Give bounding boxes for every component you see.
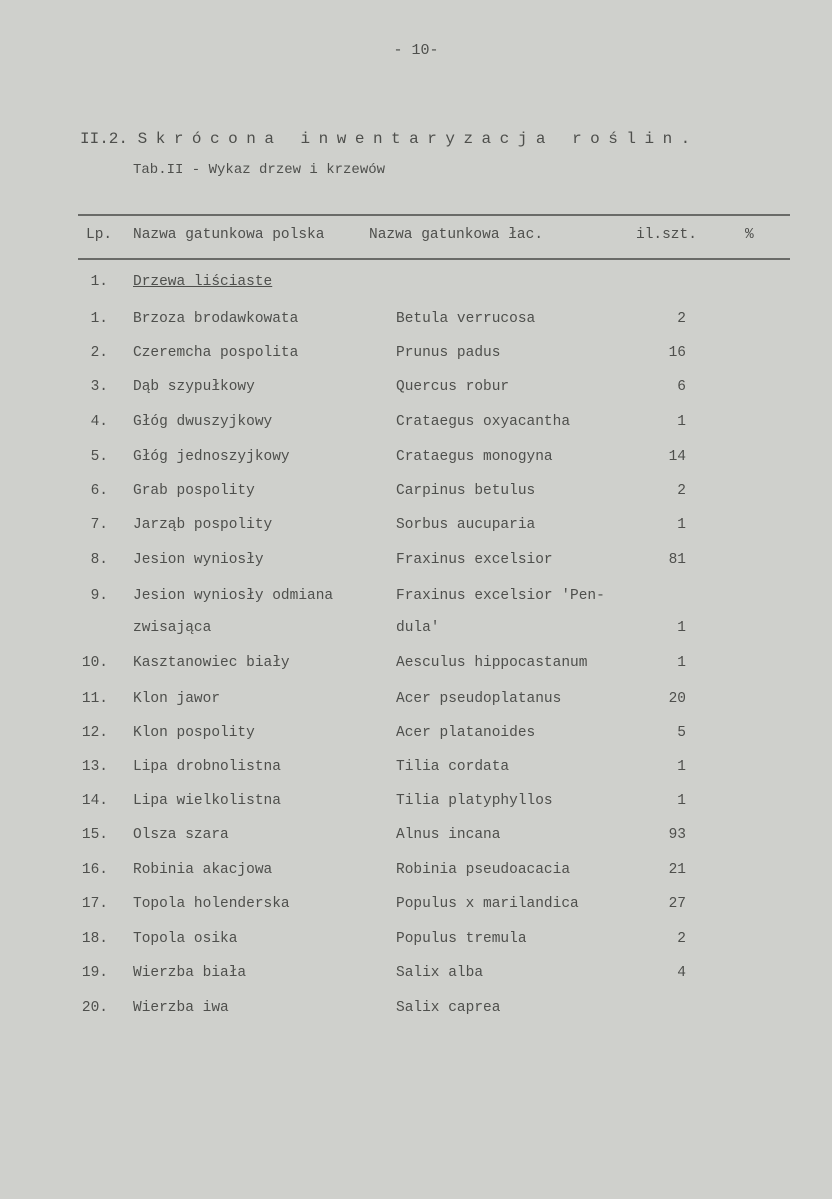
count: 21 (668, 862, 686, 878)
table-top-rule (78, 214, 790, 216)
row-lp: 16. (81, 862, 108, 878)
table-row (0, 896, 832, 916)
table-row (0, 862, 832, 882)
polish-name: Głóg jednoszyjkowy (133, 449, 290, 465)
latin-name: Sorbus aucuparia (396, 517, 536, 533)
latin-name: Aesculus hippocastanum (396, 655, 588, 671)
count: 93 (668, 827, 686, 843)
row-lp: 6. (90, 483, 108, 499)
polish-name: Wierzba biała (133, 965, 247, 981)
latin-name: Crataegus monogyna (396, 449, 553, 465)
row-lp: 3. (90, 379, 108, 395)
section-heading (80, 130, 699, 148)
page-number: - 10- (393, 42, 439, 59)
polish-name: Głóg dwuszyjkowy (133, 414, 273, 430)
row-lp: 1. (90, 311, 108, 327)
latin-name: Carpinus betulus (396, 483, 536, 499)
header-count: il.szt. (636, 227, 697, 243)
section-title: Skrócona inwentaryzacja roślin. (137, 130, 699, 148)
polish-name: Grab pospolity (133, 483, 255, 499)
polish-name-cont: zwisająca (133, 620, 212, 636)
count: 5 (677, 725, 686, 741)
row-lp: 12. (81, 725, 108, 741)
header-percent: % (745, 227, 754, 243)
header-polish-name: Nazwa gatunkowa polska (133, 227, 325, 243)
count: 2 (677, 483, 686, 499)
table-row (0, 588, 832, 636)
polish-name: Wierzba iwa (133, 1000, 229, 1016)
count: 1 (677, 620, 686, 636)
table-row (0, 655, 832, 675)
count: 81 (668, 552, 686, 568)
polish-name: Klon pospolity (133, 725, 255, 741)
count: 27 (668, 896, 686, 912)
row-lp: 2. (90, 345, 108, 361)
row-lp: 4. (90, 414, 108, 430)
polish-name: Robinia akacjowa (133, 862, 273, 878)
row-lp: 13. (81, 759, 108, 775)
polish-name: Brzoza brodawkowata (133, 311, 299, 327)
count: 1 (677, 517, 686, 533)
row-lp: 17. (81, 896, 108, 912)
polish-name: Jesion wyniosły (133, 552, 264, 568)
group-lp: 1. (90, 274, 108, 290)
latin-name: Quercus robur (396, 379, 510, 395)
latin-name: Acer pseudoplatanus (396, 691, 562, 707)
header-latin-name: Nazwa gatunkowa łac. (369, 227, 544, 243)
row-lp: 5. (90, 449, 108, 465)
polish-name: Kasztanowiec biały (133, 655, 290, 671)
count: 6 (677, 379, 686, 395)
latin-name: Betula verrucosa (396, 311, 536, 327)
row-lp: 9. (90, 588, 108, 604)
polish-name: Dąb szypułkowy (133, 379, 255, 395)
row-lp: 8. (90, 552, 108, 568)
latin-name-cont: dula' (396, 620, 440, 636)
polish-name: Jarząb pospolity (133, 517, 273, 533)
latin-name: Populus x marilandica (396, 896, 579, 912)
table-row (0, 345, 832, 365)
count: 14 (668, 449, 686, 465)
table-row (0, 449, 832, 469)
table-row (0, 483, 832, 503)
count: 2 (677, 311, 686, 327)
latin-name: Robinia pseudoacacia (396, 862, 571, 878)
row-lp: 7. (90, 517, 108, 533)
polish-name: Olsza szara (133, 827, 229, 843)
header-lp: Lp. (86, 227, 113, 243)
row-lp: 18. (81, 931, 108, 947)
count: 1 (677, 414, 686, 430)
table-header-rule (78, 258, 790, 260)
table-row (0, 311, 832, 331)
latin-name: Tilia cordata (396, 759, 510, 775)
table-row (0, 793, 832, 813)
table-row (0, 517, 832, 537)
latin-name: Populus tremula (396, 931, 527, 947)
count: 1 (677, 759, 686, 775)
table-header (0, 227, 832, 247)
polish-name: Lipa drobnolistna (133, 759, 281, 775)
polish-name: Lipa wielkolistna (133, 793, 281, 809)
row-lp: 15. (81, 827, 108, 843)
polish-name: Topola holenderska (133, 896, 290, 912)
table-row (0, 691, 832, 711)
table-row (0, 414, 832, 434)
table-row (0, 827, 832, 847)
count: 16 (668, 345, 686, 361)
table-row (0, 965, 832, 985)
table-row (0, 379, 832, 399)
latin-name: Salix alba (396, 965, 484, 981)
latin-name: Salix caprea (396, 1000, 501, 1016)
group-label: Drzewa liściaste (133, 274, 273, 290)
polish-name: Jesion wyniosły odmiana (133, 588, 334, 604)
latin-name: Tilia platyphyllos (396, 793, 553, 809)
table-row (0, 725, 832, 745)
latin-name: Crataegus oxyacantha (396, 414, 571, 430)
latin-name: Fraxinus excelsior 'Pen- (396, 588, 605, 604)
row-lp: 20. (81, 1000, 108, 1016)
latin-name: Prunus padus (396, 345, 501, 361)
row-lp: 11. (81, 691, 108, 707)
latin-name: Alnus incana (396, 827, 501, 843)
group-row (0, 274, 832, 294)
table-row (0, 1000, 832, 1020)
polish-name: Topola osika (133, 931, 238, 947)
table-row (0, 552, 832, 572)
count: 20 (668, 691, 686, 707)
latin-name: Fraxinus excelsior (396, 552, 553, 568)
table-row (0, 931, 832, 951)
section-number: II.2. (80, 130, 129, 148)
count: 1 (677, 655, 686, 671)
row-lp: 19. (81, 965, 108, 981)
row-lp: 14. (81, 793, 108, 809)
polish-name: Czeremcha pospolita (133, 345, 299, 361)
count: 2 (677, 931, 686, 947)
latin-name: Acer platanoides (396, 725, 536, 741)
table-caption: Tab.II - Wykaz drzew i krzewów (133, 162, 386, 178)
table-row (0, 759, 832, 779)
count: 1 (677, 793, 686, 809)
polish-name: Klon jawor (133, 691, 221, 707)
row-lp: 10. (81, 655, 108, 671)
count: 4 (677, 965, 686, 981)
